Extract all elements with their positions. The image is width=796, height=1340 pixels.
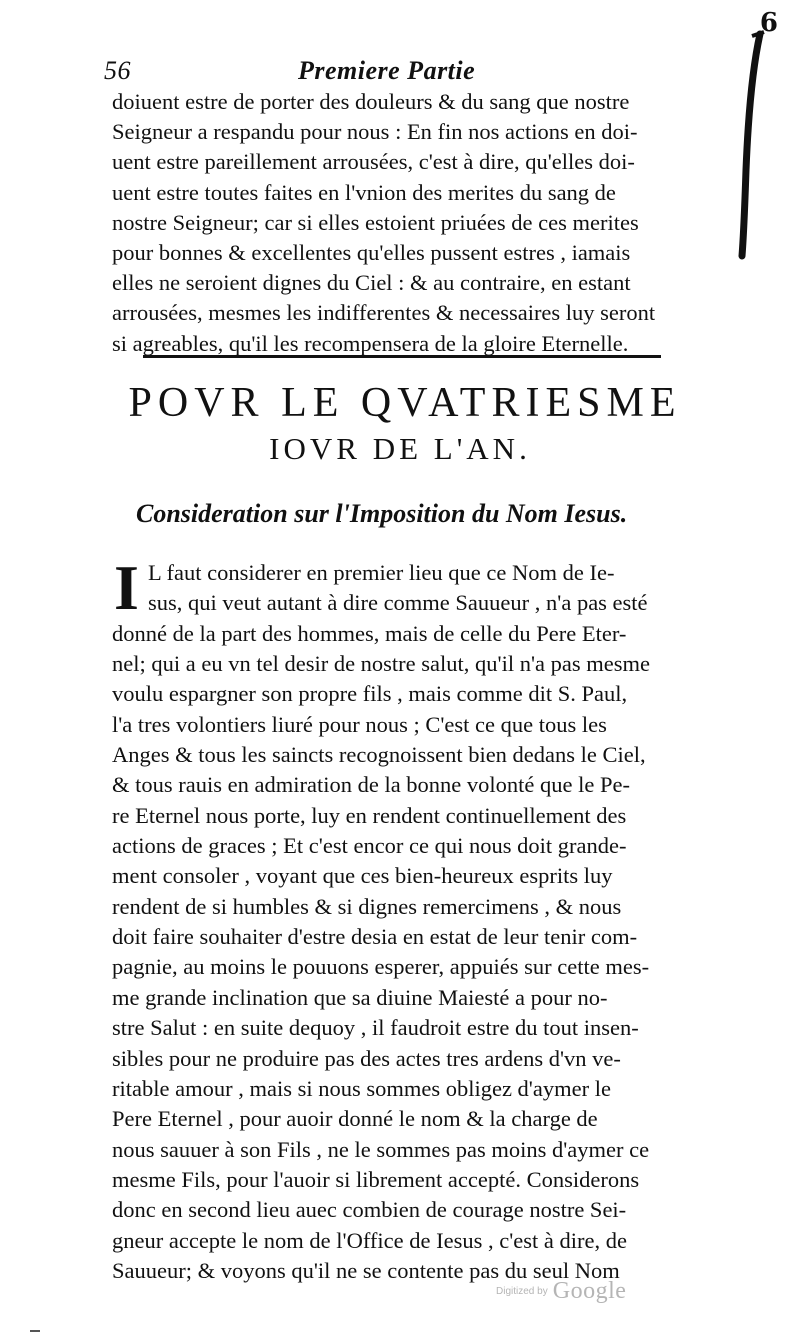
text-line: pour bonnes & excellentes qu'elles pussent estres , iamais: [112, 239, 631, 265]
text-line: uent estre pareillement arrousées, c'est à dire, qu'elles doi-: [112, 149, 635, 175]
text-line: donc en second lieu auec combien de courage nostre Sei-: [112, 1197, 627, 1223]
text-line: ritable amour , mais si nous sommes obligez d'aymer le: [112, 1075, 611, 1101]
text-line: sibles pour ne produire pas des actes tres ardens d'vn ve-: [112, 1045, 621, 1071]
text-line: nous sauuer à son Fils , ne le sommes pas moins d'aymer ce: [112, 1136, 650, 1162]
text-line: nostre Seigneur; car si elles estoient priuées de ces merites: [112, 209, 639, 235]
text-line: ment consoler , voyant que ces bien-heureux esprits luy: [112, 863, 613, 889]
text-line: & tous rauis en admiration de la bonne volonté que le Pe-: [112, 772, 630, 798]
text-line: pagnie, au moins le pouuons esperer, appuiés sur cette mes-: [112, 954, 650, 980]
text-line: nel; qui a eu vn tel desir de nostre salut, qu'il n'a pas mesme: [112, 651, 650, 677]
text-line: l'a tres volontiers liuré pour nous ; C'est ce que tous les: [112, 711, 607, 737]
text-line: doiuent estre de porter des douleurs & du sang que nostre: [112, 89, 630, 114]
running-title: Premiere Partie: [298, 56, 476, 85]
text-line: rendent de si humbles & si dignes remercimens , & nous: [112, 893, 622, 919]
section-subtitle: IOVR DE L'AN.: [269, 431, 531, 466]
text-line: stre Salut : en suite dequoy , il faudroit estre du tout insen-: [112, 1015, 639, 1041]
text-line: me grande inclination que sa diuine Maiesté a pour no-: [112, 984, 608, 1010]
text-line: Seigneur a respandu pour nous : En fin nos actions en doi-: [112, 119, 638, 145]
text-line: si agreables, qu'il les recompensera de la gloire Eternelle.: [112, 330, 629, 356]
text-line: Pere Eternel , pour auoir donné le nom & la charge de: [112, 1106, 598, 1132]
corner-mark: 6: [759, 8, 778, 38]
section-divider: [143, 355, 661, 358]
text-line: sus, qui veut autant à dire comme Sauueur , n'a pas esté: [148, 590, 648, 616]
watermark-digitized-label: Digitized by: [496, 1286, 548, 1297]
text-line: actions de graces ; Et c'est encor ce qui nous doit grande-: [112, 833, 627, 859]
text-line: re Eternel nous porte, luy en rendent continuellement des: [112, 802, 627, 828]
text-line: elles ne seroient dignes du Ciel : & au contraire, en estant: [112, 270, 631, 296]
section-heading: Consideration sur l'Imposition du Nom Iesus.: [136, 499, 628, 528]
text-line: Anges & tous les saincts recognoissent bien dedans le Ciel,: [112, 742, 646, 768]
google-watermark: [496, 1278, 666, 1308]
intro-paragraph: [112, 87, 710, 359]
text-line: doit faire souhaiter d'estre desia en estat de leur tenir com-: [112, 924, 638, 950]
text-line: L faut considerer en premier lieu que ce Nom de Ie-: [148, 560, 615, 585]
text-line: uent estre toutes faites en l'vnion des merites du sang de: [112, 179, 616, 205]
page-header: [104, 52, 724, 92]
text-line: donné de la part des hommes, mais de celle du Pere Eter-: [112, 620, 627, 646]
text-line: arrousées, mesmes les indifferentes & necessaires luy seront: [112, 300, 656, 326]
margin-ink-stroke: [738, 30, 768, 260]
page-edge-mark: [30, 1330, 40, 1332]
body-paragraph: [112, 552, 710, 1286]
text-line: gneur accepte le nom de l'Office de Iesus , c'est à dire, de: [112, 1227, 627, 1253]
page-number: 56: [104, 56, 131, 85]
section-title: POVR LE QVATRIESME: [128, 380, 682, 426]
text-line: voulu espargner son propre fils , mais comme dit S. Paul,: [112, 681, 628, 707]
text-line: Sauueur; & voyons qu'il ne se contente pas du seul Nom: [112, 1257, 620, 1283]
google-logo: Google: [552, 1278, 627, 1304]
drop-cap: I: [114, 552, 139, 623]
text-line: mesme Fils, pour l'auoir si librement accepté. Considerons: [112, 1166, 640, 1192]
